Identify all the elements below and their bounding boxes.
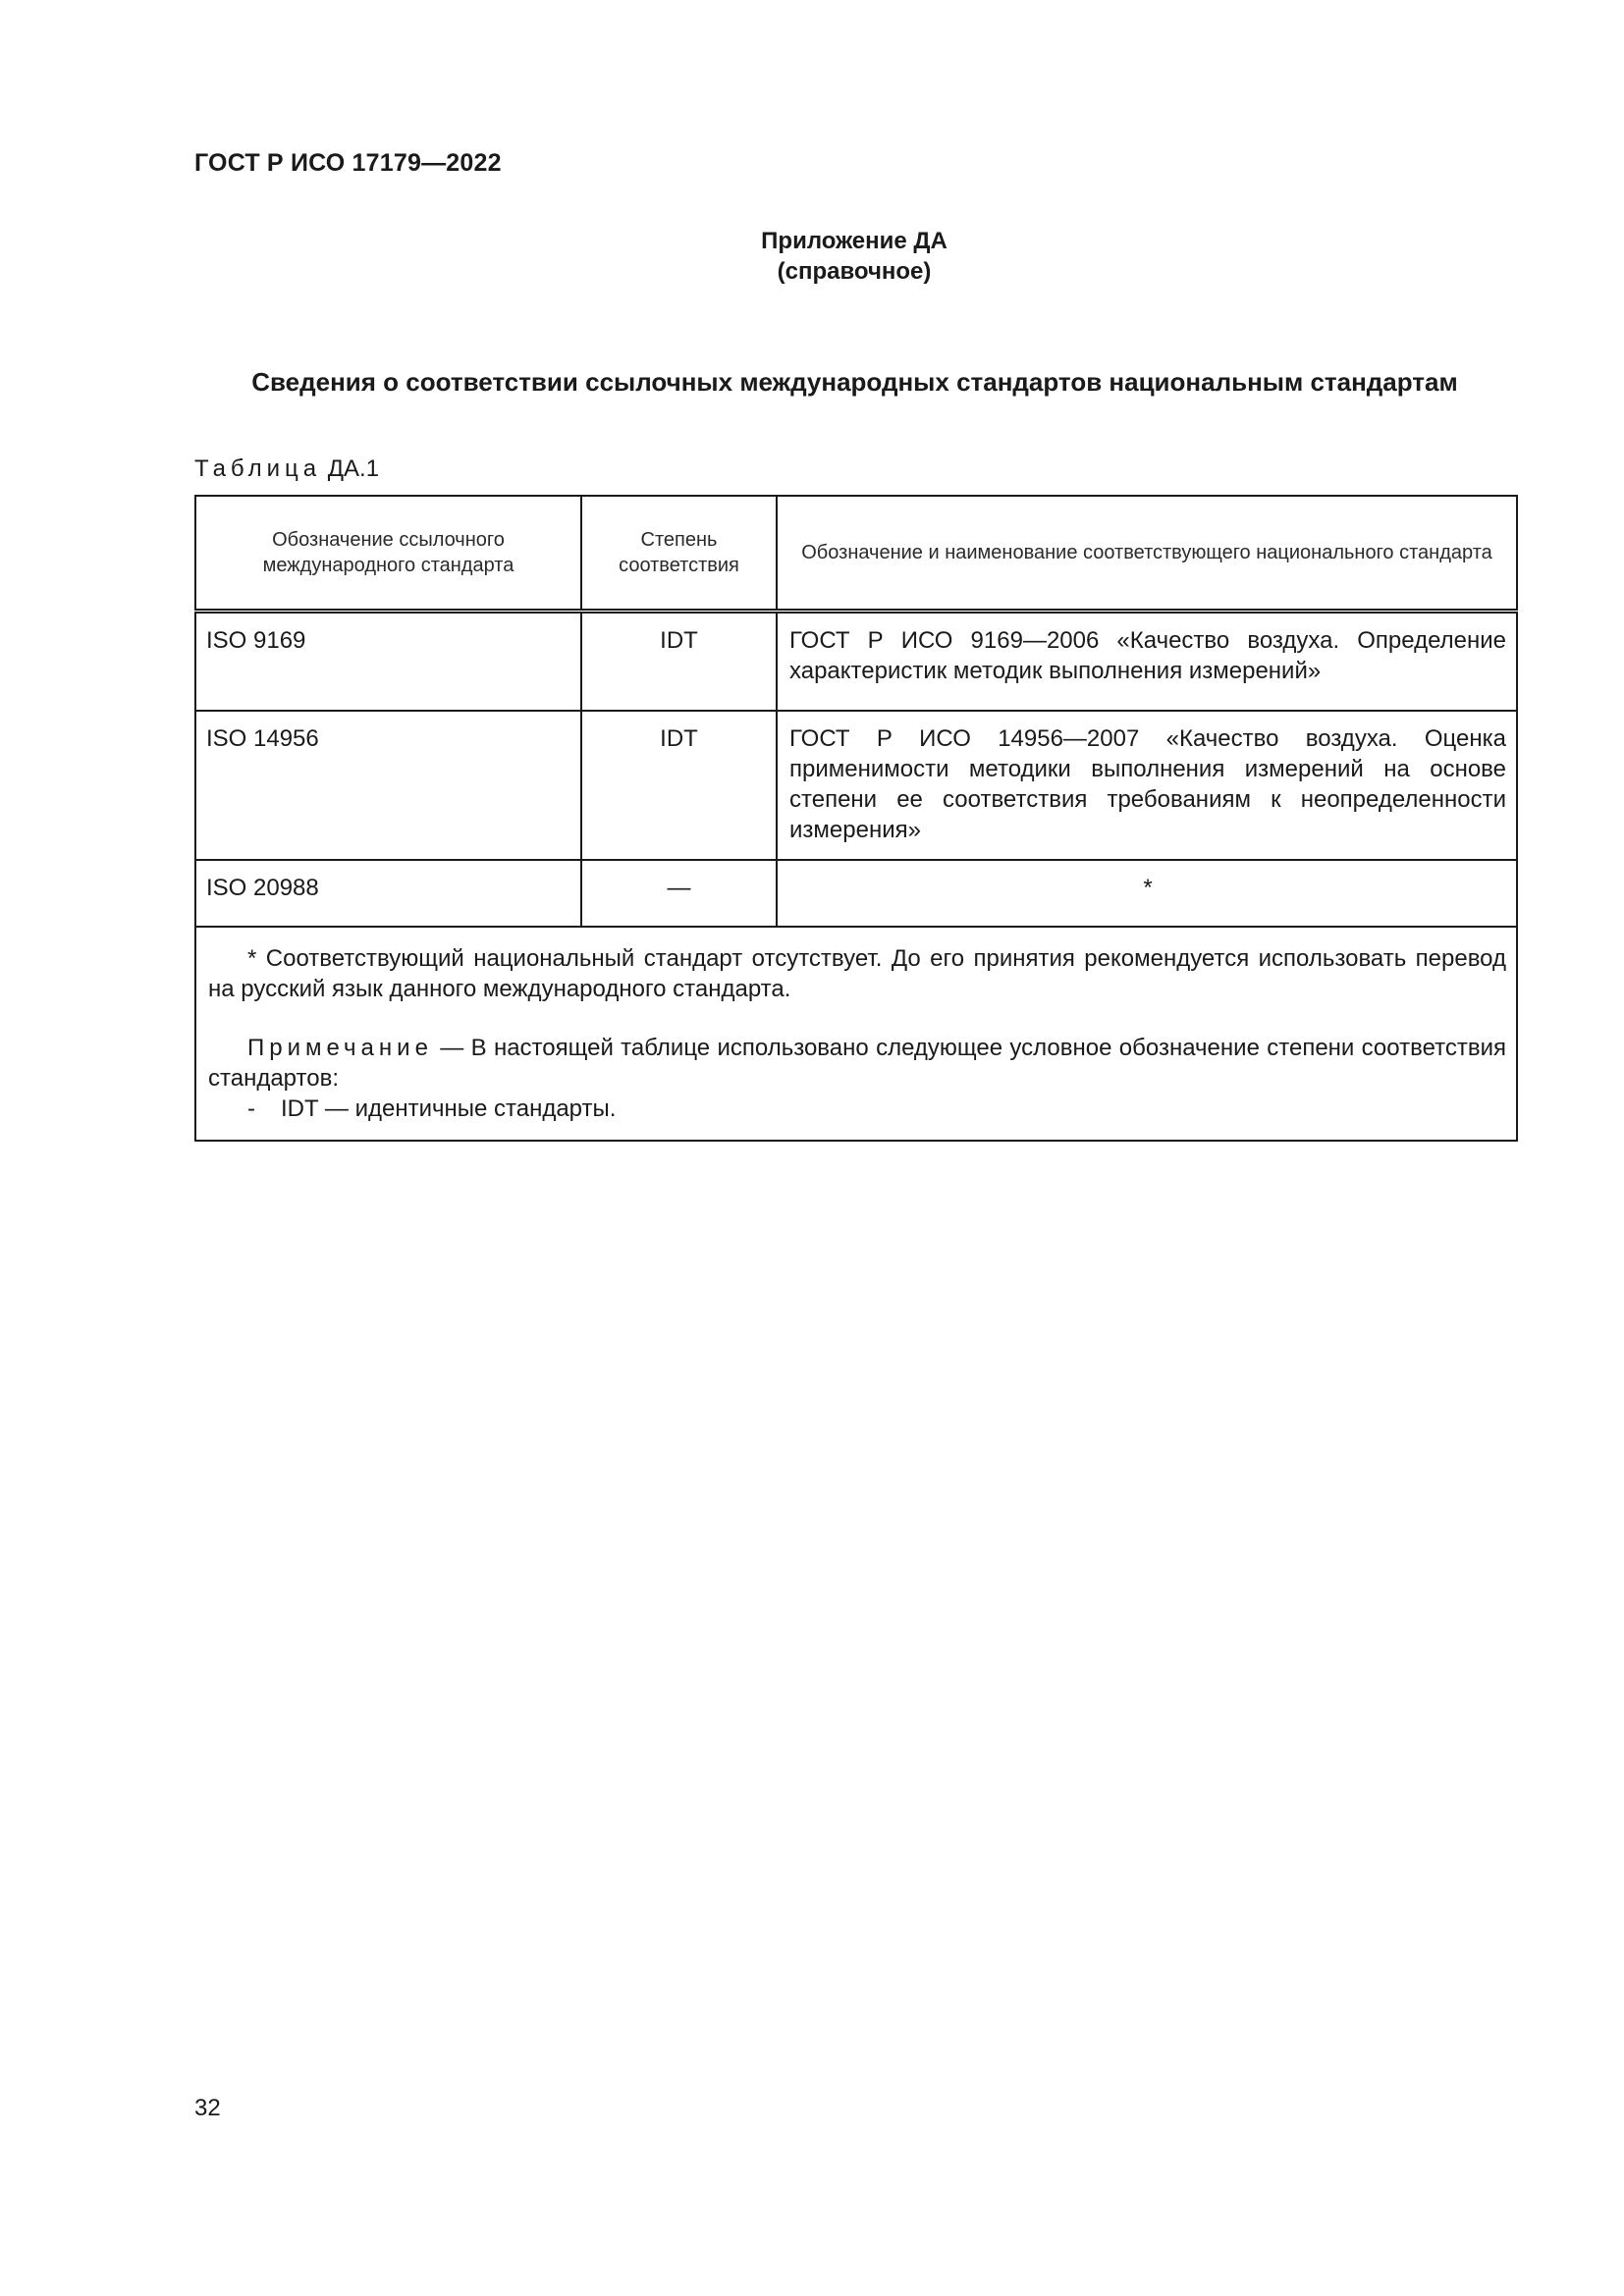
note-label: Примечание bbox=[247, 1035, 433, 1061]
table-footnote: * Соответствующий национальный стандарт отсутствует. До его принятия рекомендуется использовать перевод на русский язык данного международного стандарта. bbox=[208, 945, 1506, 1002]
table-note bbox=[208, 1033, 1506, 1094]
table-notes-cell bbox=[195, 927, 1517, 1141]
cell-degree: — bbox=[581, 860, 777, 927]
document-code: ГОСТ Р ИСО 17179—2022 bbox=[194, 149, 502, 177]
table-caption-number: ДА.1 bbox=[327, 455, 380, 482]
list-dash: - bbox=[247, 1095, 255, 1122]
table-row bbox=[195, 612, 1517, 712]
table-notes-row bbox=[195, 927, 1517, 1141]
cell-degree: IDT bbox=[581, 612, 777, 712]
column-header-reference: Обозначение ссылочного международного стандарта bbox=[195, 496, 581, 612]
note-list-text: IDT — идентичные стандарты. bbox=[281, 1095, 617, 1122]
appendix-title: Приложение ДА bbox=[761, 228, 947, 254]
appendix-heading bbox=[0, 226, 1624, 287]
correspondence-table bbox=[194, 495, 1518, 1142]
table-row bbox=[195, 860, 1517, 927]
cell-reference: ISO 20988 bbox=[195, 860, 581, 927]
cell-national: ГОСТ Р ИСО 9169—2006 «Качество воздуха. Определение характеристик методик выполнения измерений» bbox=[777, 612, 1517, 712]
cell-reference: ISO 14956 bbox=[195, 711, 581, 860]
table-header-row bbox=[195, 496, 1517, 612]
column-header-national: Обозначение и наименование соответствующего национального стандарта bbox=[777, 496, 1517, 612]
note-text: — В настоящей таблице использовано следующее условное обозначение степени соответствия стандартов: bbox=[208, 1035, 1506, 1092]
table-caption-label: Таблица bbox=[194, 455, 322, 482]
page-number: 32 bbox=[194, 2095, 221, 2121]
note-list-item bbox=[208, 1094, 1506, 1124]
cell-national: * bbox=[777, 860, 1517, 927]
cell-reference: ISO 9169 bbox=[195, 612, 581, 712]
cell-degree: IDT bbox=[581, 711, 777, 860]
appendix-subtitle: (справочное) bbox=[777, 258, 932, 285]
table-caption bbox=[194, 455, 379, 483]
section-title: Сведения о соответствии ссылочных международных стандартов национальным стандартам bbox=[251, 367, 1458, 397]
table-row bbox=[195, 711, 1517, 860]
column-header-degree: Степень соответствия bbox=[581, 496, 777, 612]
cell-national: ГОСТ Р ИСО 14956—2007 «Качество воздуха. Оценка применимости методики выполнения измерений на основе степени ее соответствия требованиям к неопределенности измерения» bbox=[777, 711, 1517, 860]
